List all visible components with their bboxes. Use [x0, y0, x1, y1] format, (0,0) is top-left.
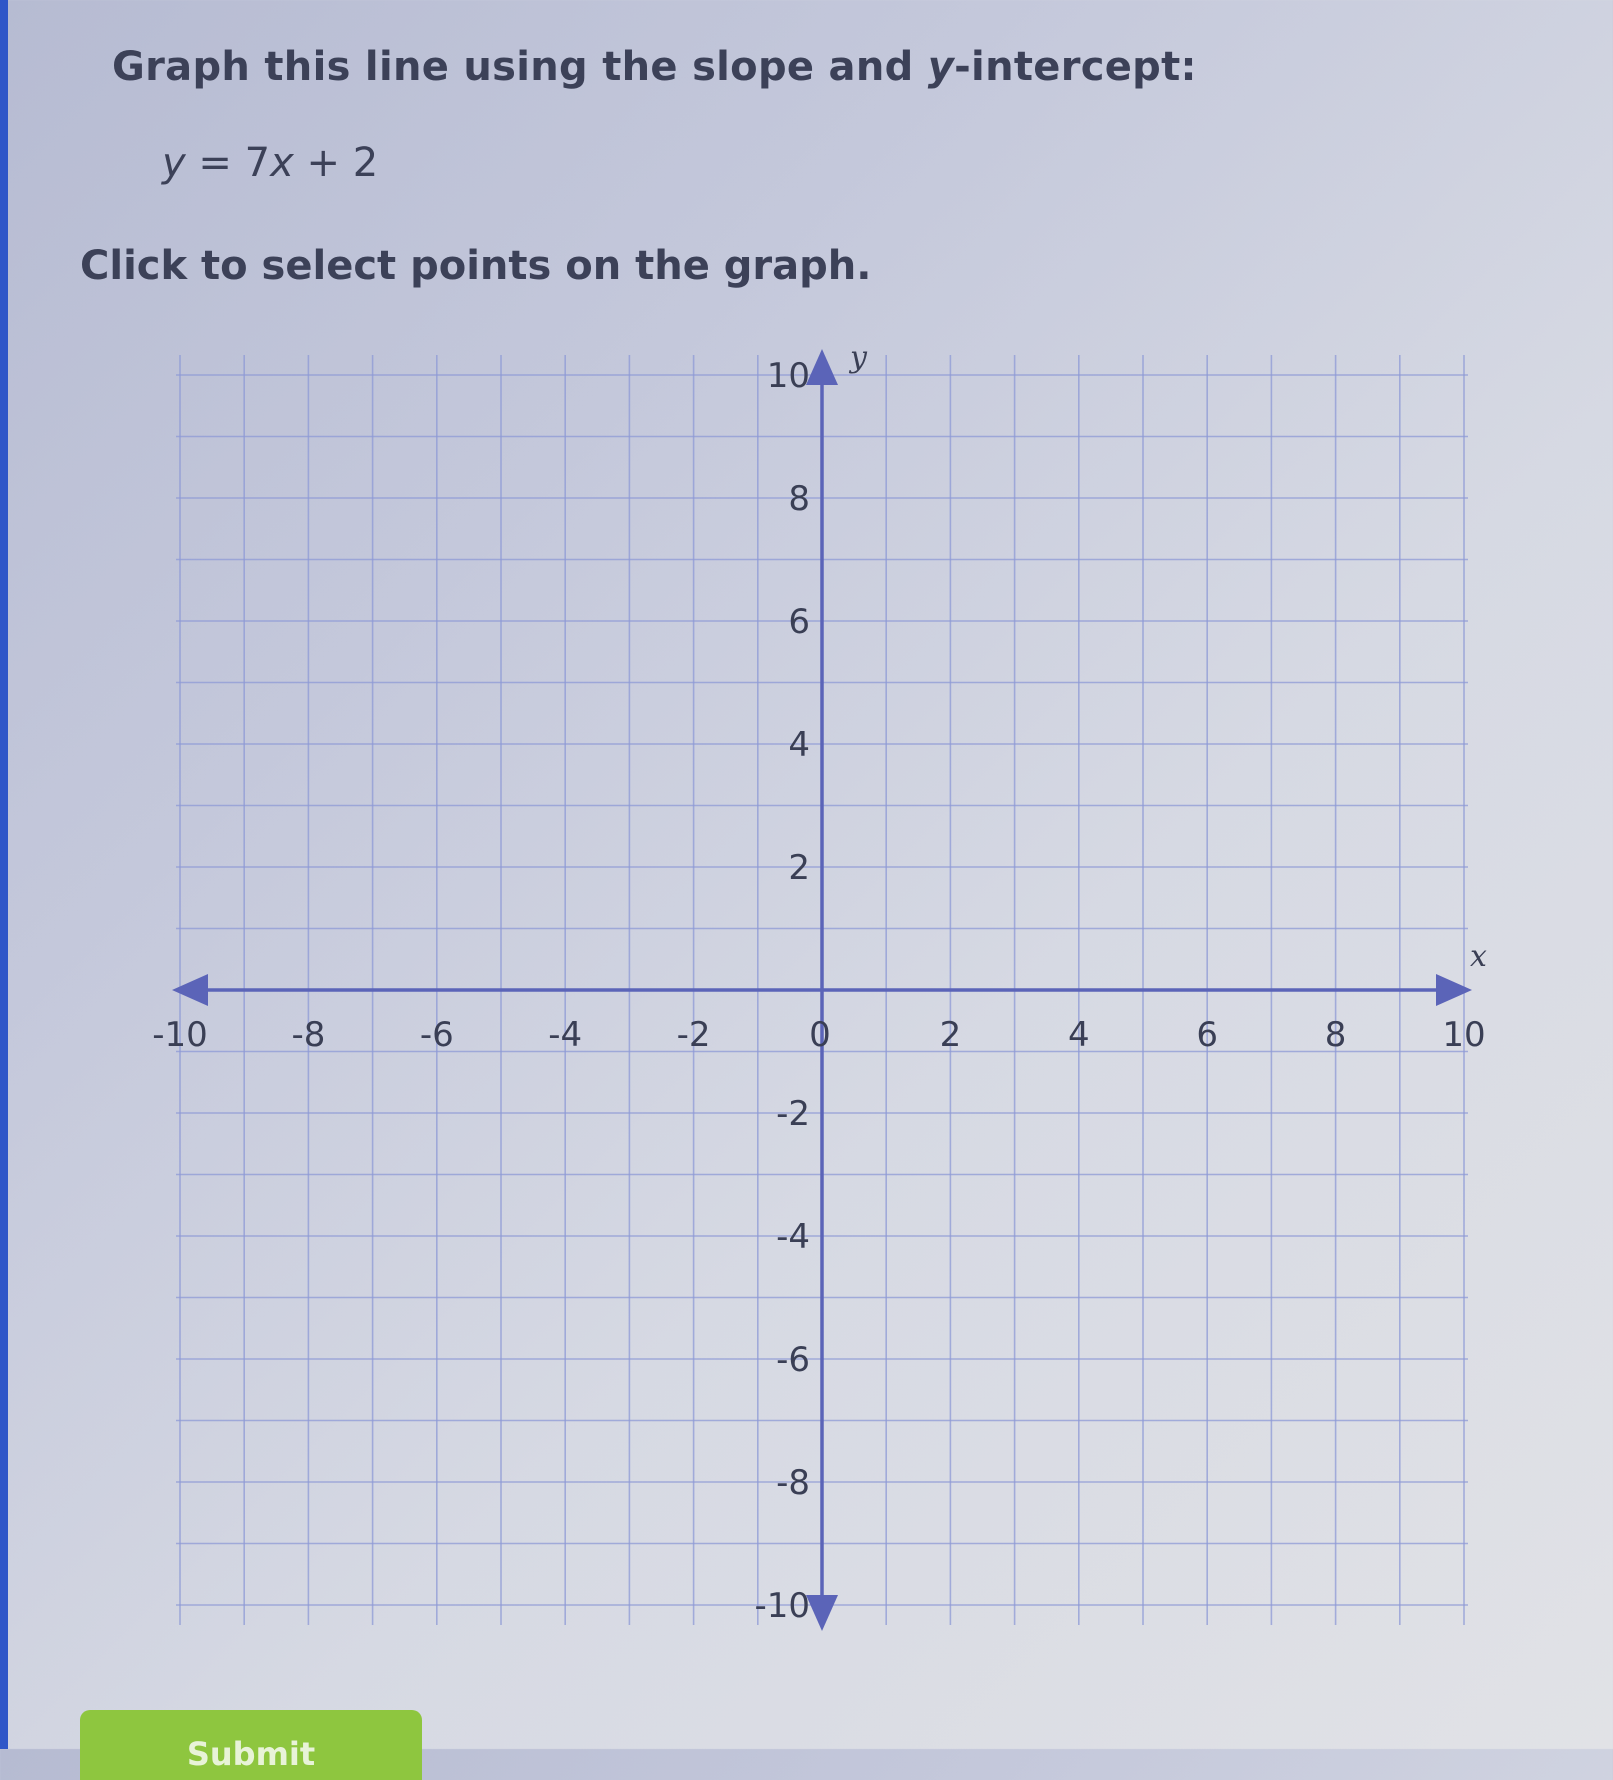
- x-tick-label: -8: [291, 1015, 326, 1055]
- x-tick-label: 10: [1442, 1015, 1486, 1055]
- prompt-variable: y: [927, 44, 955, 90]
- prompt-text-start: Graph this line using the slope and: [112, 44, 928, 90]
- y-tick-label: 8: [788, 479, 810, 519]
- x-tick-label: -6: [419, 1015, 454, 1055]
- equation-x-variable: x: [270, 140, 294, 186]
- y-tick-label: -6: [776, 1340, 810, 1380]
- y-axis-name: y: [850, 340, 867, 375]
- y-tick-label: -4: [776, 1217, 810, 1257]
- x-tick-label: -10: [152, 1015, 208, 1055]
- y-tick-label: 4: [788, 725, 810, 765]
- prompt-text-end: -intercept:: [954, 44, 1197, 90]
- submit-button[interactable]: Submit: [80, 1710, 422, 1780]
- x-tick-label: 8: [1324, 1015, 1347, 1055]
- y-axis-up-arrow-icon: [806, 349, 838, 385]
- instruction-text: Click to select points on the graph.: [80, 243, 872, 289]
- x-axis-name: x: [1470, 939, 1487, 974]
- x-tick-label: -4: [548, 1015, 583, 1055]
- equation-constant: + 2: [293, 140, 379, 186]
- x-tick-label: 2: [939, 1015, 962, 1055]
- y-axis-down-arrow-icon: [806, 1595, 838, 1631]
- equation-lhs-variable: y: [162, 140, 186, 186]
- x-tick-label: 0: [809, 1015, 831, 1055]
- y-tick-label: -2: [776, 1094, 810, 1134]
- y-tick-label: 6: [788, 602, 810, 642]
- x-tick-label: -2: [676, 1015, 711, 1055]
- x-tick-label: 6: [1196, 1015, 1219, 1055]
- y-tick-label: -10: [754, 1586, 810, 1626]
- equation-equals-coefficient: = 7: [185, 140, 271, 186]
- x-tick-label: 4: [1067, 1015, 1090, 1055]
- y-tick-label: 10: [766, 356, 810, 396]
- y-tick-label: -8: [776, 1463, 810, 1503]
- y-tick-label: 2: [788, 848, 810, 888]
